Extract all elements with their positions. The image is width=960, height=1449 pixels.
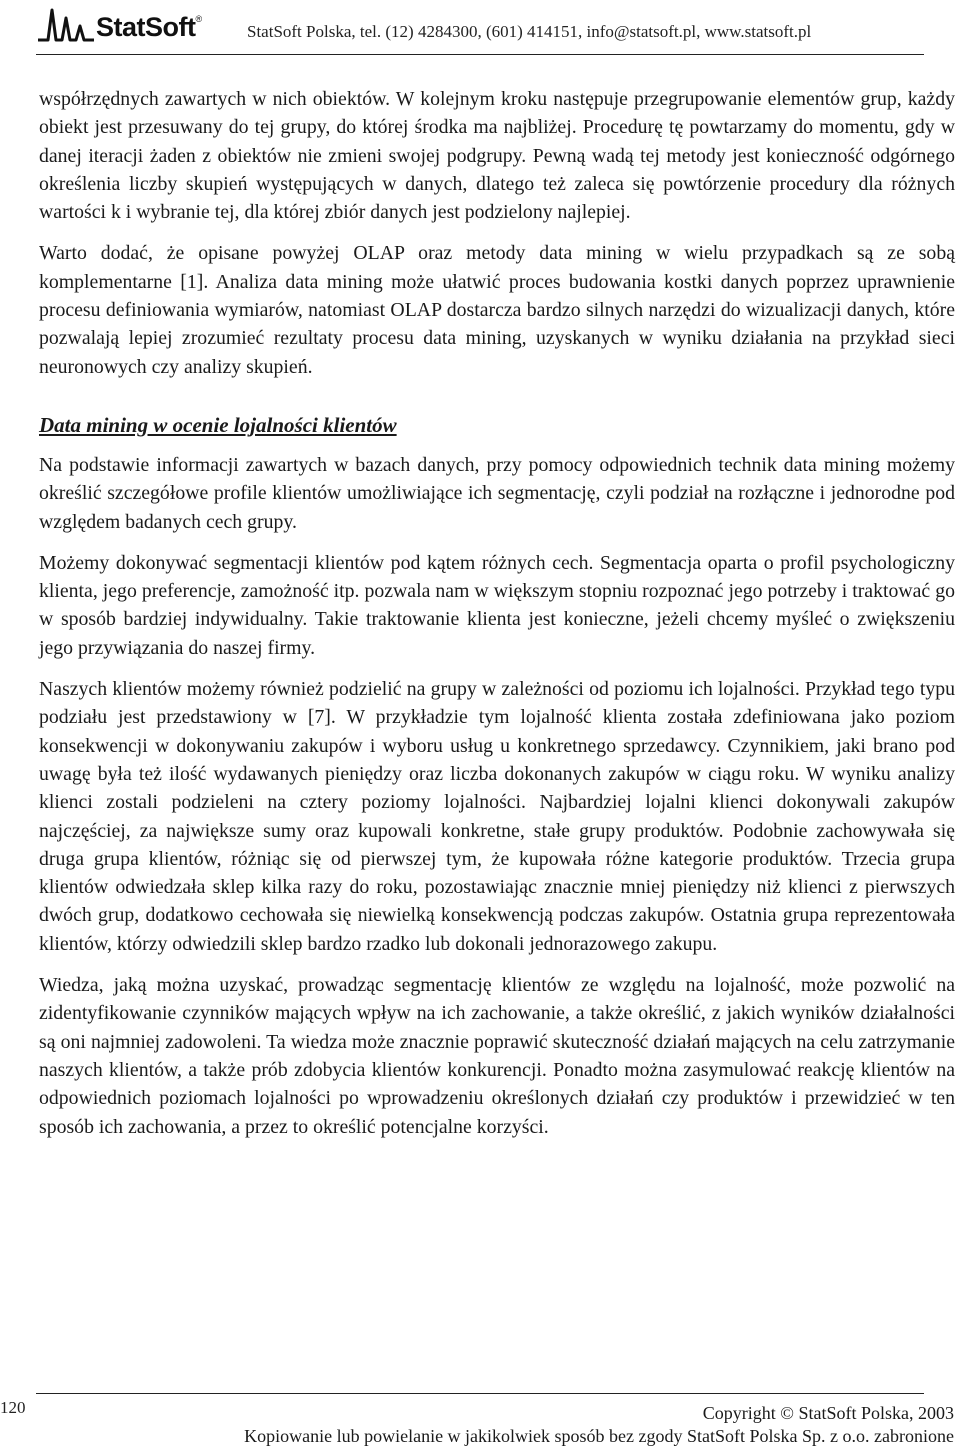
paragraph-3: Na podstawie informacji zawartych w bazach danych, przy pomocy odpowiednich technik data mining możemy określić szczegółowe profile klientów umożliwiające ich segmentację, czyli podział na rozłączne i jednorodne pod względem badanych cech grupy. xyxy=(39,453,955,533)
paragraph-1: współrzędnych zawartych w nich obiektów. W kolejnym kroku następuje przegrupowanie elementów grup, każdy obiekt jest przesuwany do tej grupy, do której środka ma najbliżej. Procedurę tę powtarzamy do momentu, gdy w danej iteracji żaden z obiektów nie zmieni swojej podgrupy. Pewną wadą tej metody jest konieczność odgórnego określenia liczby skupień występujących w danych, dlatego też zaleca się powtórzenie procedury dla różnych wartości k i wybranie tej, dla której zbiór danych jest podzielony najlepiej. xyxy=(39,88,955,224)
page-number: 120 xyxy=(0,1398,26,1417)
section-heading: Data mining w ocenie lojalności klientów xyxy=(39,412,397,437)
copyright-text: Copyright © StatSoft Polska, 2003 xyxy=(702,1403,954,1423)
copyright-notice: Kopiowanie lub powielanie w jakikolwiek sposób bez zgody StatSoft Polska Sp. z o.o. zabronione xyxy=(244,1426,954,1446)
page-header xyxy=(0,0,960,60)
footer-divider xyxy=(36,1393,924,1394)
paragraph-6: Wiedza, jaką można uzyskać, prowadząc segmentację klientów ze względu na lojalność, może pozwolić na zidentyfikowanie czynników mających wpływ na ich zachowanie, a także określić, z jakich wyników działalności są oni najmniej zadowoleni. Ta wiedza może znacznie poprawić skuteczność działań mających na celu zatrzymanie naszych klientów, a także prób zdobycia klientów konkurencji. Ponadto można zasymulować reakcję klientów na odpowiednich poziomach lojalności po wprowadzeniu określonych działań czy produktów i przewidzieć w ten sposób ich zachowania, a przez to określić potencjalne korzyści. xyxy=(39,974,955,1138)
page-content xyxy=(39,85,955,1141)
paragraph-4: Możemy dokonywać segmentacji klientów pod kątem różnych cech. Segmentacja oparta o profil psychologiczny klienta, jego preferencje, zamożność itp. pozwala nam w większym stopniu rozpoznać jego potrzeby i traktować go w sposób bardziej indywidualny. Takie traktowanie klienta jest konieczne, jeżeli chcemy myśleć o zwiększeniu jego przywiązania do naszej firmy. xyxy=(39,551,955,659)
logo-text: StatSoft® xyxy=(96,12,202,42)
registered-mark: ® xyxy=(195,14,202,24)
statsoft-logo xyxy=(36,2,232,50)
waveform-logo-icon xyxy=(36,6,96,46)
header-contact: StatSoft Polska, tel. (12) 4284300, (601) 414151, info@statsoft.pl, www.statsoft.pl xyxy=(247,22,812,41)
paragraph-2: Warto dodać, że opisane powyżej OLAP oraz metody data mining w wielu przypadkach są ze sobą komplementarne [1]. Analiza data mining może ułatwić proces budowania kostki danych poprzez uprawnienie procesu definiowania wymiarów, natomiast OLAP dostarcza bardzo silnych narzędzi do wizualizacji danych, które pozwalają lepiej zrozumieć rezultaty procesu data mining, uzyskanych w wyniku działania na przykład sieci neuronowych czy analizy skupień. xyxy=(39,242,955,378)
paragraph-5: Naszych klientów możemy również podzielić na grupy w zależności od poziomu ich lojalności. Przykład tego typu podziału jest przedstawiony w [7]. W przykładzie tym lojalność klienta została zdefiniowana jako poziom konsekwencji w dokonywaniu zakupów i wyboru usług u konkretnego sprzedawcy. Czynnikiem, jaki brano pod uwagę była też ilość wydawanych pieniędzy oraz liczba dokonanych zakupów w ciągu roku. W wyniku analizy klienci zostali podzieleni na cztery poziomy lojalności. Najbardziej lojalni klienci dokonywali zakupów najczęściej, za największe sumy oraz kupowali konkretne, stałe grupy produktów. Podobnie zachowywała się druga grupa klientów, różniąc się od pierwszej tym, że kupowała różne kategorie produktów. Trzecia grupa klientów odwiedzała sklep kilka razy do roku, pozostawiając znacznie mniej pieniędzy niż klienci z pierwszych dwóch grup, dodatkowo cechowała się niewielką konsekwencją podczas zakupów. Ostatnia grupa reprezentowała klientów, którzy odwiedzili sklep bardzo rzadko lub dokonali jednorazowego zakupu. xyxy=(39,678,955,955)
header-divider xyxy=(36,54,924,55)
